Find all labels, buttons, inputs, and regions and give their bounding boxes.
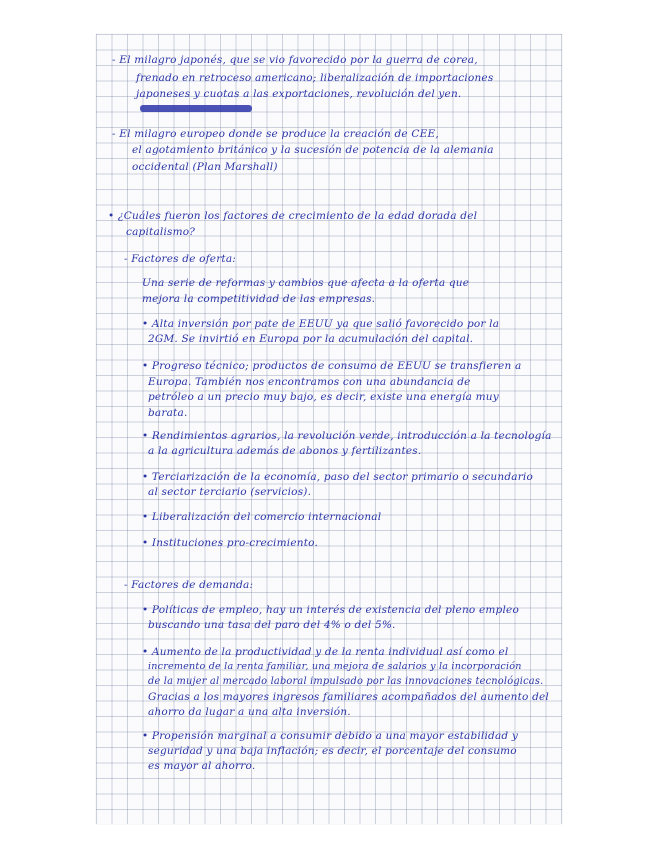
list-item: • Políticas de empleo, hay un interés de existencia del pleno empleo <box>142 604 519 616</box>
list-item: • Alta inversión por pate de EEUU ya que salió favorecido por la <box>142 318 500 330</box>
list-item: 2GM. Se invirtió en Europa por la acumulación del capital. <box>148 333 474 345</box>
text-line: frenado en retroceso americano; liberalización de importaciones <box>136 72 494 84</box>
list-item: incremento de la renta familiar, una mejora de salarios y la incorporación <box>148 661 522 672</box>
text-line: japoneses y cuotas a las exportaciones, revolución del yen. <box>136 88 462 100</box>
list-item: buscando una tasa del paro del 4% o del 5%. <box>148 619 396 631</box>
list-item: a la agricultura además de abonos y fertilizantes. <box>148 445 422 457</box>
section-question: • ¿Cuáles fueron los factores de crecimiento de la edad dorada del <box>108 210 478 222</box>
list-item: barata. <box>148 407 188 419</box>
list-item: es mayor al ahorro. <box>148 760 256 772</box>
list-item: Gracias a los mayores ingresos familiares acompañados del aumento del <box>148 691 549 703</box>
text-line: el agotamiento británico y la sucesión de potencia de la alemania <box>132 144 494 156</box>
list-item: • Propensión marginal a consumir debido a una mayor estabilidad y <box>142 730 519 742</box>
text-line: occidental (Plan Marshall) <box>132 161 278 173</box>
text-line: - El milagro japonés, que se vio favorecido por la guerra de corea, <box>112 54 478 66</box>
demanda-heading: - Factores de demanda: <box>124 579 254 591</box>
list-item: al sector terciario (servicios). <box>148 486 312 498</box>
list-item: • Liberalización del comercio internacional <box>142 511 382 523</box>
list-item: • Progreso técnico; productos de consumo de EEUU se transfieren a <box>142 360 522 372</box>
list-item: Europa. También nos encontramos con una abundancia de <box>148 376 471 388</box>
list-item: de la mujer al mercado laboral impulsado por las innovaciones tecnológicas. <box>148 676 544 687</box>
oferta-intro: Una serie de reformas y cambios que afecta a la oferta que <box>142 277 470 289</box>
notebook-page <box>96 34 562 824</box>
section-question: capitalismo? <box>126 226 196 238</box>
list-item: • Aumento de la productividad y de la renta individual así como el <box>142 646 509 658</box>
list-item: ahorro da lugar a una alta inversión. <box>148 706 351 718</box>
oferta-heading: - Factores de oferta: <box>124 253 237 265</box>
text-line: - El milagro europeo donde se produce la creación de CEE, <box>112 128 439 140</box>
list-item: seguridad y una baja inflación; es decir, el porcentaje del consumo <box>148 745 517 757</box>
list-item: • Rendimientos agrarios, la revolución verde, introducción a la tecnología <box>142 430 552 442</box>
list-item: petróleo a un precio muy bajo, es decir, existe una energía muy <box>148 391 499 403</box>
list-item: • Terciarización de la economía, paso del sector primario o secundario <box>142 471 534 483</box>
list-item: • Instituciones pro-crecimiento. <box>142 537 318 549</box>
oferta-intro: mejora la competitividad de las empresas. <box>142 293 376 305</box>
crossed-out-scribble <box>140 105 252 112</box>
